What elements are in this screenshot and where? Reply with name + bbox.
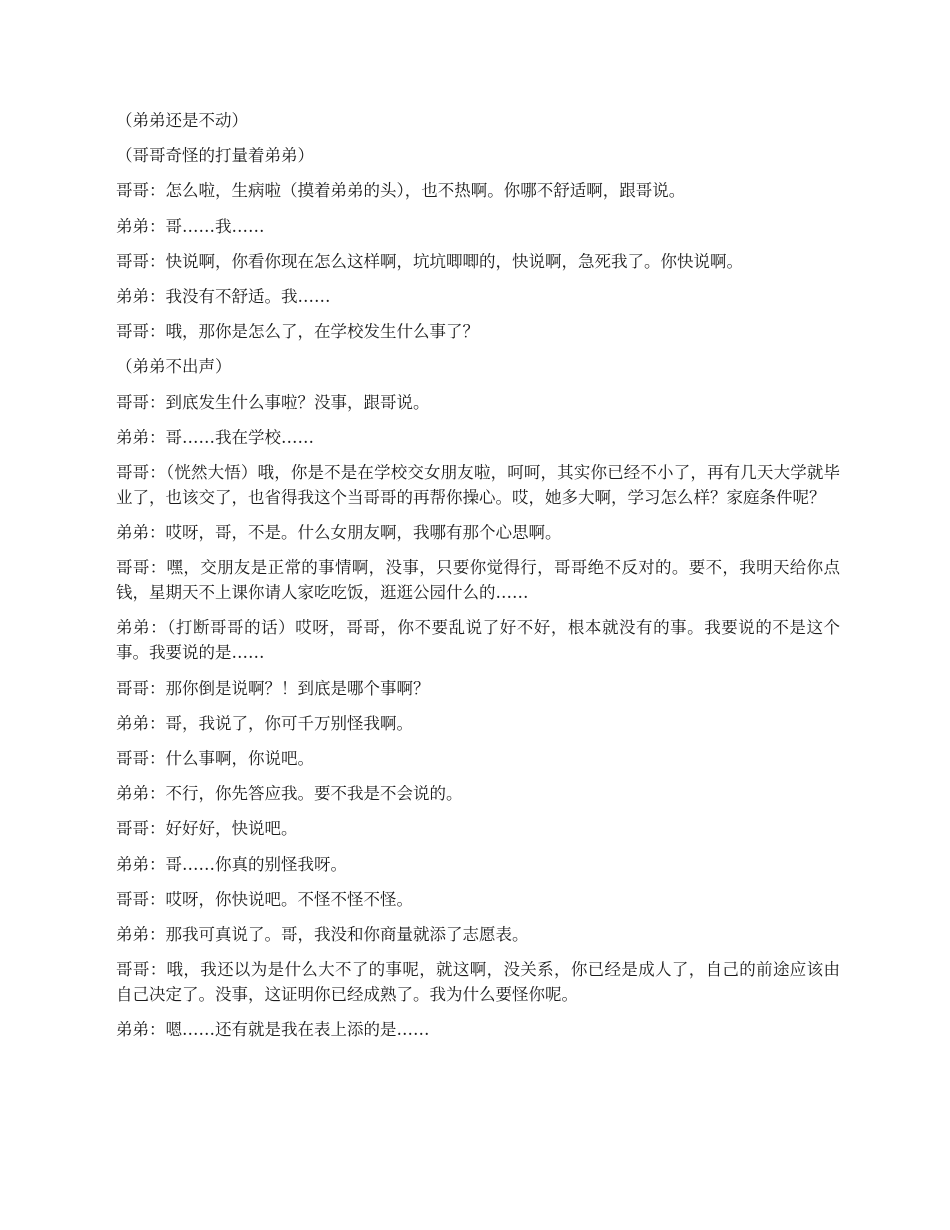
paragraph: （弟弟还是不动） bbox=[116, 111, 248, 130]
paragraph: 哥哥：到底发生什么事啦？没事，跟哥说。 bbox=[116, 392, 430, 412]
paragraph: 弟弟：哥……我…… bbox=[116, 216, 265, 236]
paragraph: 弟弟：嗯……还有就是我在表上添的是…… bbox=[116, 1020, 430, 1040]
paragraph: 哥哥：怎么啦，生病啦（摸着弟弟的头），也不热啊。你哪不舒适啊，跟哥说。 bbox=[116, 181, 686, 201]
paragraph: 弟弟：我没有不舒适。我…… bbox=[116, 286, 331, 306]
paragraph: 弟弟：不行，你先答应我。要不我是不会说的。 bbox=[116, 784, 463, 804]
paragraph: 哥哥：哦，我还以为是什么大不了的事呢，就这啊，没关系，你已经是成人了，自己的前途应该由自己决定了。没事，这证明你已经成熟了。我为什么要怪你呢。 bbox=[116, 960, 840, 1005]
paragraph: 哥哥：哦，那你是怎么了，在学校发生什么事了？ bbox=[116, 322, 479, 342]
paragraph: 哥哥：好好好，快说吧。 bbox=[116, 819, 298, 839]
paragraph: 弟弟：哥……我在学校…… bbox=[116, 427, 314, 447]
paragraph: 哥哥：嘿，交朋友是正常的事情啊，没事，只要你觉得行，哥哥绝不反对的。要不，我明天给你点钱，星期天不上课你请人家吃吃饭，逛逛公园什么的…… bbox=[116, 558, 840, 603]
paragraph: 弟弟：哥，我说了，你可千万别怪我啊。 bbox=[116, 713, 413, 733]
paragraph: 哥哥：那你倒是说啊？！到底是哪个事啊？ bbox=[116, 678, 430, 698]
paragraph: 弟弟：哎呀，哥，不是。什么女朋友啊，我哪有那个心思啊。 bbox=[116, 523, 562, 543]
paragraph: （弟弟不出声） bbox=[116, 357, 232, 377]
paragraph: 弟弟：（打断哥哥的话）哎呀，哥哥，你不要乱说了好不好，根本就没有的事。我要说的不是这个事。我要说的是…… bbox=[116, 618, 840, 663]
paragraph: 哥哥：（恍然大悟）哦，你是不是在学校交女朋友啦，呵呵，其实你已经不小了，再有几天大学就毕业了，也该交了，也省得我这个当哥哥的再帮你操心。哎，她多大啊，学习怎么样？家庭条件呢？ bbox=[116, 462, 840, 507]
paragraph: 哥哥：快说啊，你看你现在怎么这样啊，坑坑唧唧的，快说啊，急死我了。你快说啊。 bbox=[116, 251, 743, 271]
paragraph: 弟弟：哥……你真的别怪我呀。 bbox=[116, 854, 347, 874]
paragraph: 弟弟：那我可真说了。哥，我没和你商量就添了志愿表。 bbox=[116, 924, 529, 944]
document-body bbox=[116, 108, 840, 1053]
paragraph: 哥哥：什么事啊，你说吧。 bbox=[116, 749, 314, 768]
paragraph: 哥哥：哎呀，你快说吧。不怪不怪不怪。 bbox=[116, 889, 413, 909]
paragraph: （哥哥奇怪的打量着弟弟） bbox=[116, 146, 314, 166]
